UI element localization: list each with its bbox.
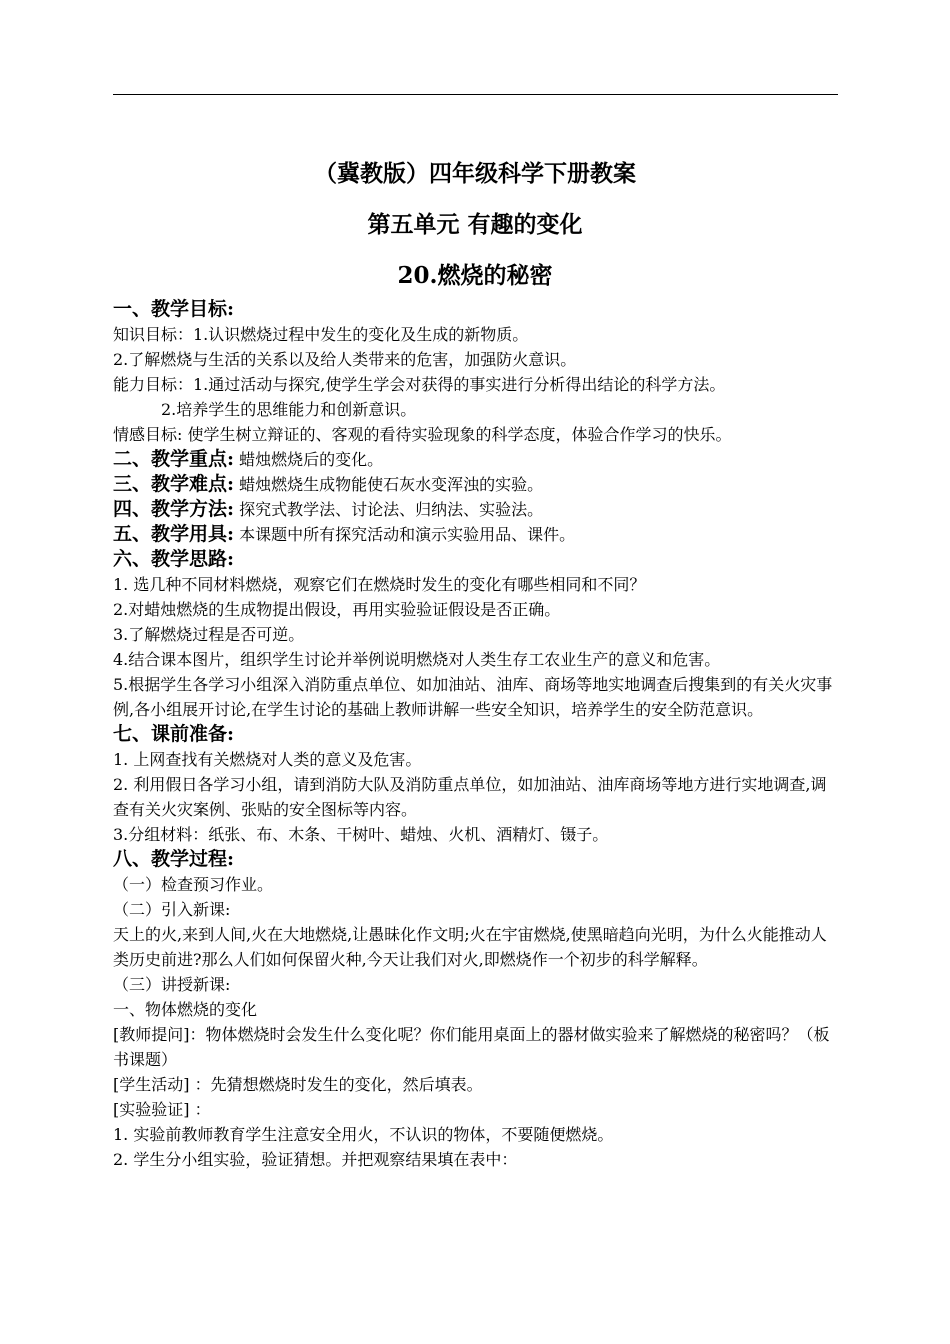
- paragraph: [学生活动] ：先猜想燃烧时发生的变化，然后填表。: [113, 1075, 483, 1094]
- paragraph: 2. 利用假日各学习小组，请到消防大队及消防重点单位，如加油站、油库商场等地方进行实地调查,调查有关火灾案例、张贴的安全图标等内容。: [113, 775, 827, 819]
- paragraph: 2. 学生分小组实验，验证猜想。并把观察结果填在表中：: [113, 1150, 518, 1169]
- section-difficulties: [113, 472, 841, 497]
- section-text: 蜡烛燃烧后的变化。: [234, 450, 384, 469]
- paragraph: 天上的火,来到人间,火在大地燃烧,让愚昧化作文明;火在宇宙燃烧,使黑暗趋向光明，为什么火能推动人类历史前进?那么人们如何保留火种,今天让我们对火,即燃烧作一个初步的科学解释。: [113, 925, 827, 969]
- paragraph: 2.对蜡烛燃烧的生成物提出假设，再用实验验证假设是否正确。: [113, 600, 561, 619]
- paragraph: 3.分组材料：纸张、布、木条、干树叶、蜡烛、火机、酒精灯、镊子。: [113, 825, 609, 844]
- paragraph: 知识目标：1.认识燃烧过程中发生的变化及生成的新物质。: [113, 325, 529, 344]
- paragraph: [实验验证] ：: [113, 1100, 211, 1119]
- paragraph: （三）讲授新课:: [113, 975, 231, 994]
- section-text: 蜡烛燃烧生成物能使石灰水变浑浊的实验。: [234, 475, 544, 494]
- header-rule: [113, 94, 838, 95]
- paragraph: 2.了解燃烧与生活的关系以及给人类带来的危害，加强防火意识。: [113, 350, 577, 369]
- unit-title: 第五单元 有趣的变化: [367, 211, 583, 238]
- paragraph: 一、物体燃烧的变化: [113, 1000, 258, 1019]
- paragraph: 能力目标：1.通过活动与探究,使学生学会对获得的事实进行分析得出结论的科学方法。: [113, 375, 726, 394]
- paragraph: 5.根据学生各学习小组深入消防重点单位、如加油站、油库、商场等地实地调查后搜集到的有关火灾事例,各小组展开讨论,在学生讨论的基础上教师讲解一些安全知识，培养学生的安全防范意识。: [113, 675, 833, 719]
- paragraph: 情感目标: 使学生树立辩证的、客观的看待实验现象的科学态度，体验合作学习的快乐。: [113, 425, 732, 444]
- paragraph: 4.结合课本图片，组织学生讨论并举例说明燃烧对人类生存工农业生产的意义和危害。: [113, 650, 721, 669]
- paragraph: 2.培养学生的思维能力和创新意识。: [161, 400, 417, 419]
- section-heading-objectives: 一、教学目标:: [113, 298, 235, 320]
- paragraph: 1. 实验前教师教育学生注意安全用火，不认识的物体，不要随便燃烧。: [113, 1125, 614, 1144]
- paragraph: [教师提问]：物体燃烧时会发生什么变化呢？你们能用桌面上的器材做实验来了解燃烧的秘密吗？（板书课题）: [113, 1025, 830, 1069]
- document-body: [113, 297, 841, 1172]
- main-title: （冀教版）四年级科学下册教案: [314, 160, 636, 187]
- section-methods: [113, 497, 841, 522]
- paragraph: 1. 上网查找有关燃烧对人类的意义及危害。: [113, 750, 422, 769]
- section-heading: 五、教学用具:: [113, 523, 235, 545]
- lesson-title: 20.燃烧的秘密: [397, 262, 553, 289]
- section-tools: [113, 522, 841, 547]
- paragraph: （二）引入新课:: [113, 900, 231, 919]
- section-text: 探究式教学法、讨论法、归纳法、实验法。: [234, 500, 544, 519]
- section-heading-preparation: 七、课前准备:: [113, 723, 235, 745]
- section-heading: 四、教学方法:: [113, 498, 235, 520]
- section-text: 本课题中所有探究活动和演示实验用品、课件。: [234, 525, 576, 544]
- section-heading: 三、教学难点:: [113, 473, 235, 495]
- section-heading: 二、教学重点:: [113, 448, 235, 470]
- paragraph: 3.了解燃烧过程是否可逆。: [113, 625, 305, 644]
- section-heading-ideas: 六、教学思路:: [113, 548, 235, 570]
- paragraph: （一）检查预习作业。: [113, 875, 274, 894]
- paragraph: 1. 选几种不同材料燃烧，观察它们在燃烧时发生的变化有哪些相同和不同？: [113, 575, 646, 594]
- section-key-points: [113, 447, 841, 472]
- section-heading-process: 八、教学过程:: [113, 848, 235, 870]
